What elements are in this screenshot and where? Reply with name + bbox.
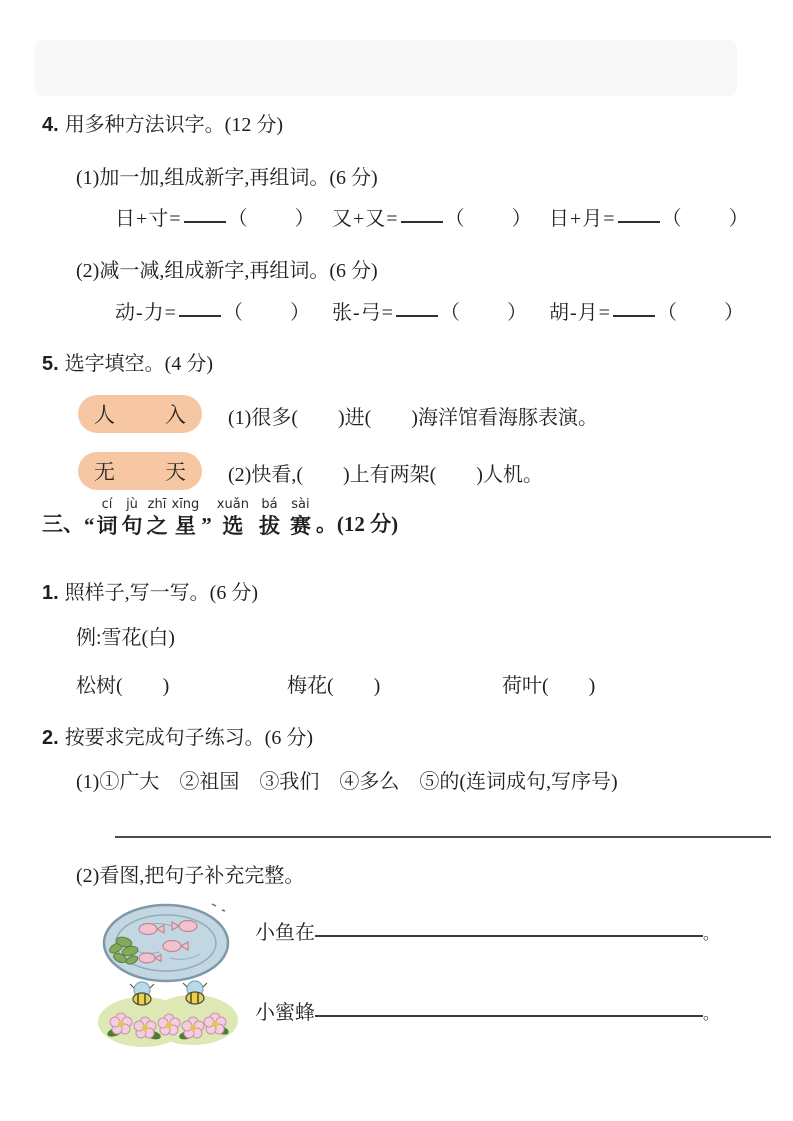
close-quote: ” (201, 513, 212, 538)
choice-char: 入 (165, 403, 186, 427)
equation-text: 日+寸= (115, 208, 182, 230)
ruby-char: zhī 之 (146, 497, 168, 538)
faded-header-band (35, 40, 737, 96)
pinyin: cí (101, 497, 113, 512)
ruby-char: sài 赛 (289, 497, 311, 538)
ruby-char: xīng 星 (171, 497, 200, 538)
pinyin: xuǎn (216, 497, 249, 512)
open-quote: “ (84, 513, 95, 538)
word-blank: 梅花( ) (287, 675, 381, 697)
pinyin: sài (291, 497, 310, 512)
q5-title (42, 347, 213, 376)
pinyin: zhī (147, 497, 167, 512)
bees-and-flowers-illustration (95, 980, 241, 1048)
answer-blank (396, 311, 438, 317)
pinyin: jù (126, 497, 138, 512)
equation-item (549, 202, 750, 231)
q3-1-number: 1. (42, 582, 59, 604)
choice-char: 无 (94, 460, 115, 484)
equation-item (549, 296, 745, 325)
paren-close: ） (294, 208, 316, 230)
q3-1-example: 例:雪花(白) (76, 627, 175, 649)
q3-2-number: 2. (42, 727, 59, 749)
ruby-char: jù 句 (121, 497, 143, 538)
equation-text: 张-弓= (332, 302, 394, 324)
q5-sentence: (2)快看,( )上有两架( )人机。 (228, 464, 543, 486)
fill-period: 。 (703, 1006, 720, 1023)
fill-blank-line (315, 1011, 703, 1017)
equation-item (115, 202, 316, 231)
paren-open: （ (439, 302, 461, 324)
fill-sentence-row (255, 996, 719, 1025)
q3-2-part2-label: (2)看图,把句子补充完整。 (76, 865, 305, 887)
paren-open: （ (222, 302, 244, 324)
character-choice-pill (78, 395, 202, 433)
paren-close: ） (723, 302, 745, 324)
section3-prefix: 三、 (42, 512, 84, 537)
fill-lead: 小鱼在 (255, 922, 315, 944)
q5-sentence: (1)很多( )进( )海洋馆看海豚表演。 (228, 407, 598, 429)
q3-1-title (42, 576, 258, 605)
fill-lead: 小蜜蜂 (255, 1002, 315, 1024)
choice-char: 人 (94, 403, 115, 427)
choice-char: 天 (165, 460, 186, 484)
answer-blank (401, 217, 443, 223)
word-blank: 荷叶( ) (502, 675, 596, 697)
section3-suffix: 。(12 分) (315, 512, 399, 537)
ruby-char: cí 词 (96, 497, 118, 538)
pinyin: xīng (171, 497, 200, 512)
answer-blank (179, 311, 221, 317)
answer-blank (184, 217, 226, 223)
paren-open: （ (444, 208, 466, 230)
ruby-char: xuǎn 选 (216, 497, 249, 538)
ruby-char: bá 拔 (258, 497, 280, 538)
equation-text: 动-力= (115, 302, 177, 324)
q4-part2-label: (2)减一减,组成新字,再组词。(6 分) (76, 260, 378, 282)
equation-text: 日+月= (549, 208, 616, 230)
q4-title-text: 用多种方法识字。(12 分) (64, 114, 284, 136)
q4-title (42, 108, 283, 137)
answer-write-line (115, 816, 771, 838)
q5-title-text: 选字填空。(4 分) (64, 353, 214, 375)
paren-close: ） (289, 302, 311, 324)
q3-2-title-text: 按要求完成句子练习。(6 分) (64, 727, 314, 749)
fill-period: 。 (703, 926, 720, 943)
answer-blank (618, 217, 660, 223)
word-blank: 松树( ) (76, 675, 170, 697)
paren-close: ） (506, 302, 528, 324)
q3-2-title (42, 721, 313, 750)
pond-with-fish-illustration (100, 896, 232, 990)
paren-close: ） (728, 208, 750, 230)
fill-sentence-row (255, 916, 719, 945)
q4-number: 4. (42, 114, 59, 136)
fill-blank-line (315, 931, 703, 937)
paren-open: （ (227, 208, 249, 230)
equation-item (115, 296, 311, 325)
paren-open: （ (656, 302, 678, 324)
equation-text: 胡-月= (549, 302, 611, 324)
q3-1-title-text: 照样子,写一写。(6 分) (64, 582, 259, 604)
q3-2-part1-label: (1)①广大 ②祖国 ③我们 ④多么 ⑤的(连词成句,写序号) (76, 771, 618, 793)
section3-header (42, 498, 398, 538)
paren-close: ） (511, 208, 533, 230)
character-choice-pill (78, 452, 202, 490)
paren-open: （ (661, 208, 683, 230)
equation-item (332, 296, 528, 325)
pinyin: bá (261, 497, 278, 512)
q5-number: 5. (42, 353, 59, 375)
q4-part1-label: (1)加一加,组成新字,再组词。(6 分) (76, 167, 378, 189)
equation-text: 又+又= (332, 208, 399, 230)
equation-item (332, 202, 533, 231)
answer-blank (613, 311, 655, 317)
